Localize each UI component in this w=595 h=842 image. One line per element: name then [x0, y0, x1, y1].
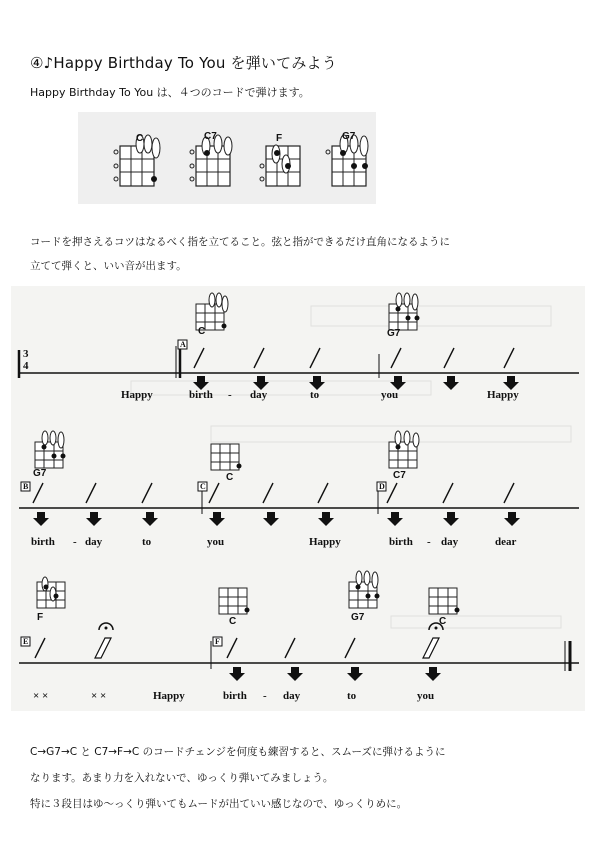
lyric: birth	[223, 690, 247, 702]
score-chord-g7-1	[389, 293, 420, 330]
score-chord-g7-3	[349, 571, 380, 608]
lyric: you	[381, 389, 399, 401]
score-chord-name-c7-2: C7	[393, 470, 406, 481]
section-b: B	[23, 482, 29, 491]
strum-slashes-row1	[194, 348, 514, 368]
lyric: day	[250, 389, 268, 401]
lyric: -	[427, 536, 431, 548]
lyric: to	[142, 536, 152, 548]
score-chord-f-3	[37, 577, 65, 608]
score-chord-name-g7-2: G7	[33, 468, 47, 479]
score-chord-name-c-4: C	[439, 616, 447, 627]
section-d: D	[379, 482, 385, 491]
score-chord-name-c-3: C	[229, 616, 237, 627]
down-arrows-row3	[229, 667, 441, 681]
lyric: -	[73, 536, 77, 548]
lyric: day	[85, 536, 103, 548]
section-f: F	[215, 637, 220, 646]
score-chord-c-3	[219, 588, 250, 614]
down-arrows-row1	[193, 376, 519, 390]
lyric: birth	[31, 536, 55, 548]
lyric: birth	[189, 389, 213, 401]
chord-label-f: F	[276, 133, 283, 144]
lyric: to	[310, 389, 320, 401]
score-chord-name-c-1: C	[198, 326, 206, 337]
lyric: -	[263, 690, 267, 702]
tip-line-1: コードを押さえるコツはなるべく指を立てること。弦と指ができるだけ直角になるように	[30, 236, 450, 248]
chord-diagram-c7	[190, 135, 232, 186]
score-chord-c7-2	[389, 431, 419, 468]
lyric: you	[417, 690, 435, 702]
down-arrows-row2	[33, 512, 520, 526]
tip-line-2: 立てて弾くと、いい音が出ます。	[30, 260, 187, 272]
score-chord-name-g7-3: G7	[351, 612, 365, 623]
lyric: to	[347, 690, 357, 702]
chord-diagram-g7	[326, 135, 368, 186]
strum-slashes-row2	[33, 483, 514, 503]
lyric: Happy	[309, 536, 341, 548]
score-chord-c-2	[211, 444, 242, 470]
lyric: dear	[495, 536, 517, 548]
lyric: day	[283, 690, 301, 702]
lyric: × ×	[33, 690, 49, 702]
score-chord-name-g7-1: G7	[387, 328, 401, 339]
chord-label-c: C	[136, 133, 144, 144]
chord-chart-panel	[78, 112, 376, 204]
chord-label-g7: G7	[342, 131, 356, 142]
time-sig-top: 3	[23, 348, 29, 360]
intro-text: Happy Birthday To You は、４つのコードで弾けます。	[30, 86, 310, 99]
score-chord-c-1	[196, 293, 228, 330]
section-a: A	[180, 340, 186, 349]
score-chord-g7-2	[35, 431, 66, 468]
time-sig-bottom: 4	[23, 360, 29, 372]
strum-slashes-row3	[35, 638, 355, 658]
lyric: -	[228, 389, 232, 401]
score-chord-c-4	[429, 588, 460, 614]
score-graphics	[11, 286, 585, 711]
section-c: C	[200, 482, 206, 491]
chord-diagrams	[78, 112, 376, 204]
lyric: birth	[389, 536, 413, 548]
lyric: Happy	[121, 389, 153, 401]
lyric: Happy	[487, 389, 519, 401]
strum-score	[11, 286, 585, 711]
lyric: you	[207, 536, 225, 548]
score-chord-name-c-2: C	[226, 472, 234, 483]
practice-line-1: C→G7→C と C7→F→C のコードチェンジを何度も練習すると、スムーズに弾けるように	[30, 746, 446, 758]
chord-diagram-f	[260, 145, 300, 186]
lyric: day	[441, 536, 459, 548]
section-e: E	[23, 637, 29, 646]
lyric: Happy	[153, 690, 185, 702]
chord-label-c7: C7	[204, 131, 217, 142]
lyric: × ×	[91, 690, 107, 702]
score-chord-name-f-3: F	[37, 612, 44, 623]
page-title: ④♪Happy Birthday To You を弾いてみよう	[30, 54, 337, 72]
practice-line-3: 特に３段目はゆ～っくり弾いてもムードが出ていい感じなので、ゆっくりめに。	[30, 798, 408, 810]
practice-line-2: なります。あまり力を入れないで、ゆっくり弾いてみましょう。	[30, 772, 334, 784]
